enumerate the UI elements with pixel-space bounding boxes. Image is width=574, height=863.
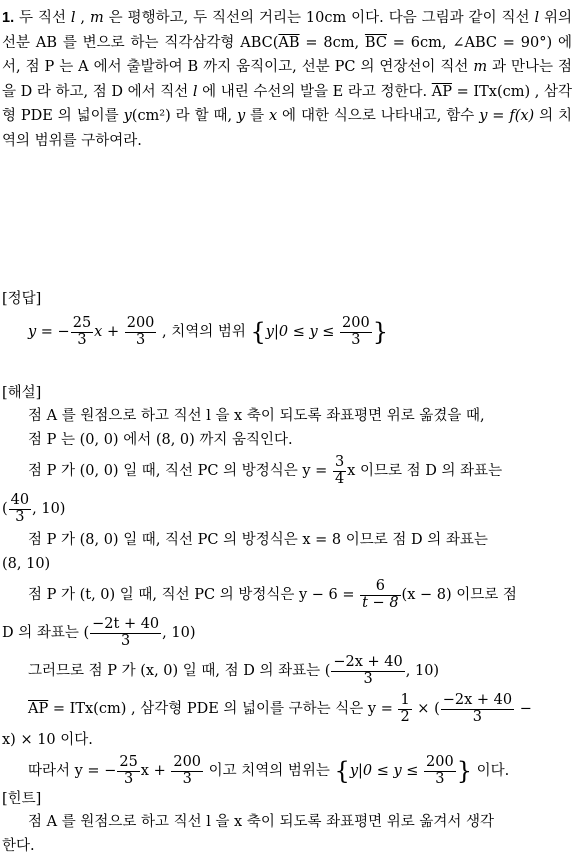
solution-line (2, 614, 572, 652)
fraction-numerator: 200 (342, 315, 370, 332)
fraction-denominator: 3 (472, 708, 483, 725)
problem-text (2, 6, 572, 153)
line-l-symbol: l (534, 10, 540, 26)
fraction-denominator: 3 (435, 770, 445, 787)
fraction-numerator: 200 (426, 754, 454, 771)
fraction-denominator: t − 8 (362, 594, 399, 611)
problem-text-part: = 6cm, ∠ABC = 90°) 에서, 점 P 는 A 에서 출발하여 B 까지 움직이고, 선분 PC 의 연장선이 직선 (2, 34, 572, 75)
right-brace: } (372, 318, 388, 346)
hint-section (2, 788, 572, 858)
fraction (360, 579, 400, 610)
fraction-numerator: −2t + 40 (92, 616, 160, 633)
left-brace: { (250, 318, 266, 346)
fraction (9, 493, 31, 524)
answer-header: [정답] (2, 291, 42, 307)
solution-text: x + (140, 763, 171, 779)
solution-line: (8, 10) (2, 556, 51, 572)
solution-line: 점 A 를 원점으로 하고 직선 l 을 x 축이 되도록 좌표평면 위로 옮겼을 때, (28, 408, 485, 424)
fraction-denominator: 4 (334, 470, 345, 487)
fraction-numerator: 25 (72, 315, 92, 332)
problem-text-part: (cm²) 라 할 때, (131, 108, 237, 124)
solution-line: 점 P 는 (0, 0) 에서 (8, 0) 까지 움직인다. (28, 432, 293, 448)
hint-header: [힌트] (2, 791, 42, 807)
solution-text: x 이므로 점 D 의 좌표는 (347, 463, 503, 479)
problem-text-part: = 8cm, (299, 34, 365, 51)
solution-line (2, 652, 572, 690)
solution-text: = ITx(cm) , 삼각형 PDE 의 넓이를 구하는 식은 y = (48, 701, 398, 717)
segment-ab: $\overline{AB}$ (278, 34, 300, 51)
fraction-numerator: 40 (10, 492, 30, 509)
var-x: x (94, 324, 103, 340)
problem-text-part: 위의 선분 AB 를 변으로 하는 직각삼각형 ABC( (2, 10, 573, 51)
fraction (424, 755, 456, 786)
line-l-symbol: l (70, 10, 76, 26)
fraction-numerator: 6 (360, 579, 400, 595)
fraction-denominator: 3 (351, 331, 361, 348)
problem-text-part: 에 내린 수선의 발을 E 라고 정한다. (197, 83, 432, 100)
solution-text: , 10) (32, 501, 66, 517)
segment-ap: $\overline{AP}$ (28, 701, 49, 717)
var-y: y (236, 108, 246, 124)
line-m-symbol: m (89, 10, 104, 26)
hint-line: 점 A 를 원점으로 하고 직선 l 을 x 축이 되도록 좌표평면 위로 옮겨서 생각 (28, 814, 495, 830)
solution-line: 점 P 가 (8, 0) 일 때, 직선 PC 의 방정식은 x = 8 이므로 점 D 의 좌표는 (28, 532, 488, 548)
fraction-numerator: 200 (126, 315, 155, 332)
hint-line: 한다. (2, 838, 35, 854)
solution-text: 이다. (472, 763, 510, 779)
problem-text-part: , (75, 10, 90, 26)
equation-text: y|0 ≤ y ≤ (265, 324, 340, 340)
fraction (331, 655, 404, 686)
fraction-denominator: 3 (15, 508, 25, 525)
fraction (333, 455, 346, 486)
fraction (441, 693, 514, 724)
fraction (171, 755, 203, 786)
fraction-denominator: 3 (121, 632, 131, 649)
problem-text-part: 를 (245, 108, 269, 124)
fraction-numerator: 1 (400, 692, 410, 709)
problem-number: 1. (2, 10, 15, 26)
left-brace: { (334, 757, 350, 785)
fraction-denominator: 3 (123, 770, 134, 787)
fraction-numerator: 25 (119, 754, 138, 771)
solution-text: 이고 치역의 범위는 (204, 763, 335, 779)
solution-line (2, 752, 572, 790)
solution-text: D 의 좌표는 ( (2, 625, 90, 641)
problem-text-part: 에 대한 식으로 나타내고, 함수 (277, 108, 480, 124)
solution-text: × ( (412, 701, 440, 717)
solution-text: − (515, 701, 532, 717)
fraction-denominator: 3 (77, 331, 87, 348)
fraction (117, 755, 139, 786)
line-m-symbol: m (473, 59, 488, 75)
solution-text: ( (2, 501, 8, 517)
solution-section (2, 382, 572, 790)
fraction-denominator: 3 (182, 770, 192, 787)
function-fx: y = f(x) (479, 108, 535, 124)
solution-text: , 10) (162, 625, 196, 641)
solution-text: 점 P 가 (0, 0) 일 때, 직선 PC 의 방정식은 y = (28, 463, 332, 479)
answer-section (2, 288, 572, 354)
fraction (340, 316, 372, 347)
var-y: y (123, 108, 132, 124)
fraction-numerator: 200 (173, 754, 202, 771)
solution-text: 그러므로 점 P 가 (x, 0) 일 때, 점 D 의 좌표는 ( (28, 663, 331, 679)
equation-text: y = − (28, 324, 70, 340)
problem-text-part: = ITx(cm) , 삼각형 PDE 의 넓이를 (2, 83, 572, 124)
answer-equation (2, 310, 572, 354)
segment-ap: $\overline{AP}$ (431, 83, 452, 100)
solution-line (2, 690, 572, 728)
solution-line (2, 452, 572, 490)
fraction (90, 617, 161, 648)
problem-text-part: 은 평행하고, 두 직선의 거리는 10cm 이다. 다음 그림과 같이 직선 (103, 10, 535, 26)
equation-text: + (102, 324, 124, 340)
fraction (71, 316, 93, 347)
solution-line (2, 576, 572, 614)
solution-line (2, 490, 572, 528)
solution-text: (x − 8) 이므로 점 (401, 587, 517, 603)
problem-text-part: 의 치역의 범위를 구하여라. (2, 108, 572, 149)
fraction-denominator: 2 (400, 708, 410, 725)
problem-text-part: 과 만나는 점을 D 라 하고, 점 D 에서 직선 (2, 59, 572, 100)
segment-bc: $\overline{BC}$ (364, 34, 387, 51)
solution-text: 따라서 y = − (28, 763, 117, 779)
fraction (398, 693, 411, 724)
fraction-numerator: −2x + 40 (333, 654, 403, 671)
fraction-denominator: 3 (363, 670, 373, 687)
problem-text-part: 두 직선 (19, 10, 71, 26)
solution-header: [해설] (2, 385, 42, 401)
fraction-denominator: 3 (135, 331, 146, 348)
solution-text: y|0 ≤ y ≤ (349, 763, 424, 779)
right-brace: } (456, 757, 473, 785)
solution-line: x) × 10 이다. (2, 732, 93, 748)
fraction (125, 316, 157, 347)
fraction-numerator: 3 (334, 454, 345, 471)
fraction-numerator: −2x + 40 (442, 692, 513, 709)
var-x: x (268, 108, 278, 124)
solution-text: , 10) (405, 663, 440, 679)
equation-text: , 치역의 범위 (157, 324, 251, 340)
solution-text: 점 P 가 (t, 0) 일 때, 직선 PC 의 방정식은 y − 6 = (28, 587, 360, 603)
line-l-symbol: l (192, 83, 198, 100)
